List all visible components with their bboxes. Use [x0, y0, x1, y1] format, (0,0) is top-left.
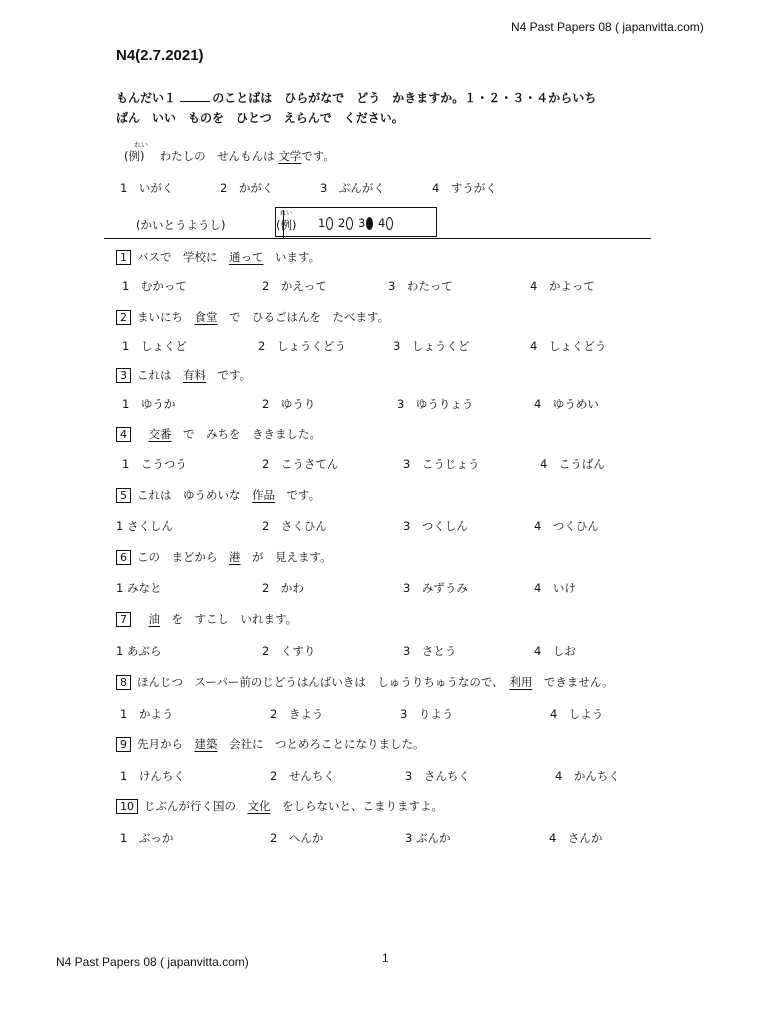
example-choice-1: 1 いがく	[120, 181, 174, 195]
page-header: N4 Past Papers 08 ( japanvitta.com)	[511, 20, 704, 34]
question-number-box: 1	[116, 250, 131, 265]
answer-sheet-ruby: れい	[280, 210, 293, 217]
question-5-choice-2: 2 さくひん	[262, 519, 327, 533]
question-1-choice-2: 2 かえって	[262, 279, 327, 293]
question-4-choice-1: 1 こうつう	[122, 457, 187, 471]
example-choice-4: 4 すうがく	[432, 181, 497, 195]
question-text-after: で みちを ききました。	[183, 427, 321, 441]
question-number-box: 5	[116, 488, 131, 503]
question-6-choice-4: 4 いけ	[534, 581, 576, 595]
question-8-choice-3: 3 りよう	[400, 707, 454, 721]
question-9	[116, 736, 425, 752]
page-footer: N4 Past Papers 08 ( japanvitta.com)	[56, 955, 249, 969]
question-text-after: できません。	[543, 675, 614, 689]
question-4	[116, 426, 321, 442]
question-3	[116, 367, 251, 383]
question-10-choice-1: 1 ぶっか	[120, 831, 174, 845]
question-text-after: で ひるごはんを たべます。	[229, 310, 390, 324]
question-text-after: です。	[286, 488, 321, 502]
question-text-after: を すこし いれます。	[171, 612, 298, 626]
question-text-after: をしらないと、こまりますよ。	[282, 799, 443, 813]
example-underlined: 文学	[278, 149, 302, 163]
answer-sheet-label: (かいとうようし)	[136, 218, 226, 232]
question-10-choice-4: 4 さんか	[549, 831, 603, 845]
example-choice-3: 3 ぶんがく	[320, 181, 385, 195]
question-6-choice-2: 2 かわ	[262, 581, 304, 595]
question-underlined-word: 利用	[509, 675, 533, 689]
question-number-box: 10	[116, 799, 138, 814]
question-3-choice-2: 2 ゆうり	[262, 397, 316, 411]
question-1	[116, 249, 320, 265]
question-5	[116, 487, 320, 503]
question-number-box: 8	[116, 675, 131, 690]
question-underlined-word: 港	[229, 550, 241, 564]
answer-oval-4	[386, 217, 393, 230]
question-6-choice-1: 1 みなと	[116, 581, 162, 595]
question-5-choice-1: 1 さくしん	[116, 519, 173, 533]
question-text-before: これは ゆうめいな	[137, 488, 241, 502]
question-underlined-word: 食堂	[194, 310, 218, 324]
question-4-choice-2: 2 こうさてん	[262, 457, 339, 471]
question-8	[116, 674, 614, 690]
answer-num-1: 1	[318, 216, 326, 230]
question-number-box: 7	[116, 612, 131, 627]
question-text-after: が 見えます。	[252, 550, 332, 564]
page-title: N4(2.7.2021)	[116, 47, 204, 64]
question-10-choice-3: 3 ぶんか	[405, 831, 451, 845]
question-2-choice-1: 1 しょくど	[122, 339, 187, 353]
example-before: わたしの せんもんは	[159, 149, 275, 163]
question-text-before: ほんじつ スーパー前のじどうはんばいきは しゅうりちゅうなので、	[137, 675, 498, 689]
question-text-before: これは	[137, 368, 172, 382]
question-text-before: この まどから	[137, 550, 218, 564]
answer-sheet-ex-label: (例)	[276, 218, 297, 232]
question-8-choice-1: 1 かよう	[120, 707, 174, 721]
question-1-choice-4: 4 かよって	[530, 279, 595, 293]
question-7-choice-3: 3 さとう	[403, 644, 457, 658]
answer-oval-3-filled	[366, 217, 373, 230]
question-7	[116, 611, 297, 627]
question-text-before: バスで 学校に	[137, 250, 218, 264]
question-9-choice-4: 4 かんちく	[555, 769, 620, 783]
example-after: です。	[301, 149, 335, 163]
question-1-choice-3: 3 わたって	[388, 279, 453, 293]
instructions-line1: のことばは ひらがなで どう かきますか。１・２・３・４からいち	[212, 91, 597, 105]
blank-line	[180, 89, 210, 102]
question-number-box: 6	[116, 550, 131, 565]
question-5-choice-3: 3 つくしん	[403, 519, 468, 533]
question-6-choice-3: 3 みずうみ	[403, 581, 468, 595]
question-8-choice-4: 4 しよう	[550, 707, 604, 721]
question-underlined-word: 油	[148, 612, 160, 626]
instructions	[116, 88, 596, 128]
instructions-line2: ばん いい ものを ひとつ えらんで ください。	[116, 111, 404, 125]
question-7-choice-4: 4 しお	[534, 644, 576, 658]
question-text-after: です。	[217, 368, 252, 382]
answer-num-3: 3	[357, 216, 366, 230]
answer-num-2: 2	[337, 216, 346, 230]
question-underlined-word: 文化	[247, 799, 271, 813]
question-underlined-word: 有料	[183, 368, 206, 382]
question-1-choice-1: 1 むかって	[122, 279, 187, 293]
question-text-after: 会社に つとめろことになりました。	[229, 737, 425, 751]
section-divider	[104, 238, 651, 239]
page-number: 1	[382, 951, 389, 965]
example-sentence	[124, 148, 335, 164]
answer-sheet-ovals	[318, 216, 394, 230]
question-underlined-word: 交番	[148, 427, 172, 441]
answer-oval-1	[326, 217, 333, 230]
question-2	[116, 309, 389, 325]
question-3-choice-3: 3 ゆうりょう	[397, 397, 474, 411]
question-underlined-word: 作品	[252, 488, 275, 502]
question-10	[116, 798, 443, 814]
question-9-choice-3: 3 さんちく	[405, 769, 470, 783]
question-7-choice-1: 1 あぶら	[116, 644, 162, 658]
answer-num-4: 4	[377, 216, 386, 230]
question-9-choice-1: 1 けんちく	[120, 769, 185, 783]
question-2-choice-3: 3 しょうくど	[393, 339, 470, 353]
question-underlined-word: 建築	[194, 737, 218, 751]
question-6	[116, 549, 332, 565]
question-10-choice-2: 2 へんか	[270, 831, 324, 845]
question-3-choice-4: 4 ゆうめい	[534, 397, 599, 411]
question-2-choice-4: 4 しょくどう	[530, 339, 607, 353]
question-text-before: 先月から	[137, 737, 183, 751]
example-label: (例)	[124, 149, 145, 163]
question-5-choice-4: 4 つくひん	[534, 519, 599, 533]
question-4-choice-4: 4 こうばん	[540, 457, 605, 471]
question-number-box: 9	[116, 737, 131, 752]
question-number-box: 2	[116, 310, 131, 325]
question-7-choice-2: 2 くすり	[262, 644, 316, 658]
question-number-box: 4	[116, 427, 131, 442]
question-4-choice-3: 3 こうじょう	[403, 457, 480, 471]
question-2-choice-2: 2 しょうくどう	[258, 339, 346, 353]
question-number-box: 3	[116, 368, 131, 383]
question-text-before: じぶんが行く国の	[144, 799, 236, 813]
answer-oval-2	[346, 217, 353, 230]
example-ruby: れい	[134, 141, 148, 149]
question-underlined-word: 通って	[229, 250, 264, 264]
question-8-choice-2: 2 きよう	[270, 707, 324, 721]
question-text-before: まいにち	[137, 310, 183, 324]
question-text-after: います。	[275, 250, 321, 264]
instructions-prefix: もんだい１	[116, 91, 177, 105]
example-choice-2: 2 かがく	[220, 181, 274, 195]
question-3-choice-1: 1 ゆうか	[122, 397, 176, 411]
question-9-choice-2: 2 せんちく	[270, 769, 335, 783]
